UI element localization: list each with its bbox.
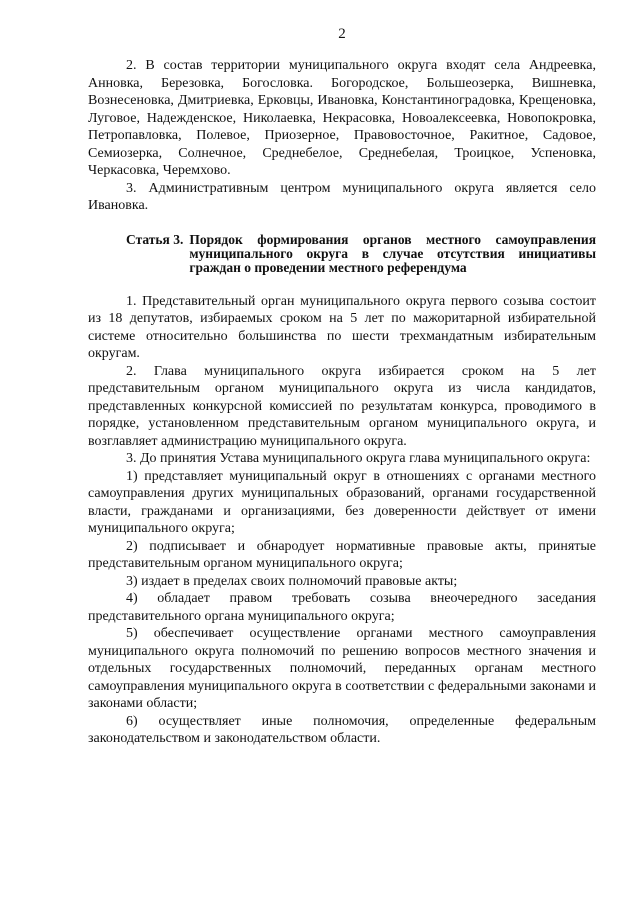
document-page <box>88 26 596 748</box>
list-item-5: 5) обеспечивает осуществление органами местного самоуправления муниципального округа полномочий по решению вопросов местного значения и отдельных государственных полномочий, переданных органам местного самоуправления муниципального округа в соответствии с федеральными законами и законами области; <box>88 626 596 711</box>
page-number: 2 <box>338 26 346 42</box>
paragraph-head-powers-intro: 3. До принятия Устава муниципального округа глава муниципального округа: <box>126 451 591 466</box>
article-heading <box>126 233 596 275</box>
paragraph-representative-body: 1. Представительный орган муниципального округа первого созыва состоит из 18 депутатов, избираемых сроком на 5 лет по мажоритарной избирательной системе относительно большинства по шести трехмандатным избирательным округам. <box>88 293 596 361</box>
article-label: Статья 3. <box>126 231 184 247</box>
list-item-6: 6) осуществляет иные полномочия, определенные федеральным законодательством и законодательством области. <box>88 713 596 746</box>
paragraph-admin-center: 3. Административным центром муниципального округа является село Ивановка. <box>88 180 596 213</box>
article-title: Порядок формирования органов местного самоуправления муниципального округа в случае отсутствия инициативы граждан о проведении местного референдума <box>189 231 596 275</box>
paragraph-territory: 2. В состав территории муниципального округа входят села Андреевка, Анновка, Березовка, Богословка. Богородское, Большеозерка, Вишневка, Вознесеновка, Дмитриевка, Ерковцы, Ивановка, Константиноградовка, Крещеновка, Луговое, Надежденское, Николаевка, Некрасовка, Новоалексеевка, Новопокровка, Петропавловка, Полевое, Приозерное, Правовосточное, Ракитное, Садовое, Семиозерка, Солнечное, Среднебелое, Среднебелая, Троицкое, Успеновка, Черкасовка, Черемхово. <box>88 58 596 178</box>
list-item-4: 4) обладает правом требовать созыва внеочередного заседания представительного органа муниципального округа; <box>88 591 596 624</box>
list-item-2: 2) подписывает и обнародует нормативные правовые акты, принятые представительным органом муниципального округа; <box>88 538 596 571</box>
list-item-3: 3) издает в пределах своих полномочий правовые акты; <box>126 573 458 589</box>
list-item-1: 1) представляет муниципальный округ в отношениях с органами местного самоуправления других муниципальных образований, органами государственной власти, гражданами и организациями, без доверенности действует от имени муниципального округа; <box>88 468 596 536</box>
paragraph-head-election: 2. Глава муниципального округа избирается сроком на 5 лет представительным органом муниципального округа из числа кандидатов, представленных конкурсной комиссией по результатам конкурса, проводимого в порядке, установленном представительным органом муниципального округа, и возглавляет администрацию муниципального округа. <box>88 363 596 449</box>
